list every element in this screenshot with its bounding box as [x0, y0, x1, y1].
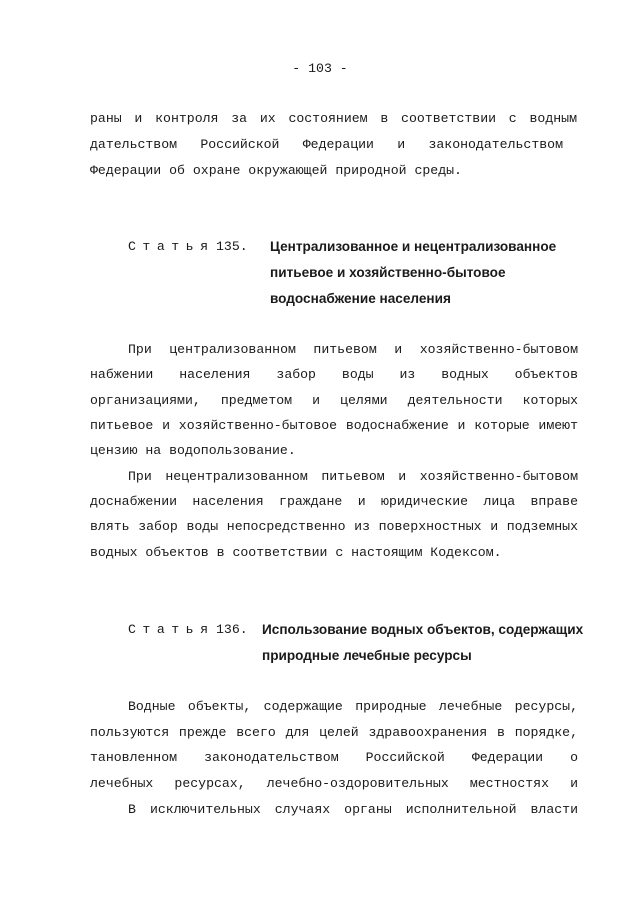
article-135-p1-line-3: организациями, предметом и целями деятельности которых: [90, 393, 578, 408]
article-135-p1-line-4: питьевое и хозяйственно-бытовое водоснабжение и которые имеют: [90, 418, 578, 433]
article-135-p2-line-4: водных объектов в соответствии с настоящим Кодексом.: [90, 545, 502, 560]
intro-line-3: Федерации об охране окружающей природной среды.: [90, 163, 462, 178]
article-136-p1-line-4: лечебных ресурсах, лечебно-оздоровительных местностях и: [90, 776, 578, 791]
article-136-label: Статья: [128, 622, 215, 637]
article-135-p2-line-2: доснабжении населения граждане и юридические лица вправе: [90, 494, 578, 509]
intro-line-1: раны и контроля за их состоянием в соответствии с водным: [90, 111, 577, 126]
article-135-number: 135.: [216, 239, 248, 254]
article-136-p1-line-3: тановленном законодательством Российской Федерации о: [90, 750, 578, 765]
article-135-p1-line-1: При централизованном питьевом и хозяйственно-бытовом: [128, 342, 578, 357]
article-136-p1-line-2: пользуются прежде всего для целей здравоохранения в порядке,: [90, 725, 578, 740]
article-135-p1-line-2: набжении населения забор воды из водных объектов: [90, 367, 578, 382]
article-136-p2-line-1: В исключительных случаях органы исполнительной власти: [128, 802, 578, 817]
article-135-title-line-1: Централизованное и нецентрализованное: [270, 239, 557, 254]
article-135-p1-line-5: цензию на водопользование.: [90, 443, 296, 458]
article-135-title-line-2: питьевое и хозяйственно-бытовое: [270, 265, 506, 280]
article-136-title-line-1: Использование водных объектов, содержащих: [262, 622, 584, 637]
article-136-number: 136.: [216, 622, 248, 637]
article-135-p2-line-1: При нецентрализованном питьевом и хозяйственно-бытовом: [128, 469, 578, 484]
article-135-title-line-3: водоснабжение населения: [270, 291, 451, 306]
article-135-p2-line-3: влять забор воды непосредственно из поверхностных и подземных: [90, 519, 578, 534]
intro-line-2: дательством Российской Федерации и законодательством: [90, 137, 563, 152]
article-136-title-line-2: природные лечебные ресурсы: [262, 648, 472, 663]
page-number: - 103 -: [292, 61, 348, 76]
article-136-p1-line-1: Водные объекты, содержащие природные лечебные ресурсы,: [128, 699, 578, 714]
article-135-label: Статья: [128, 239, 215, 254]
